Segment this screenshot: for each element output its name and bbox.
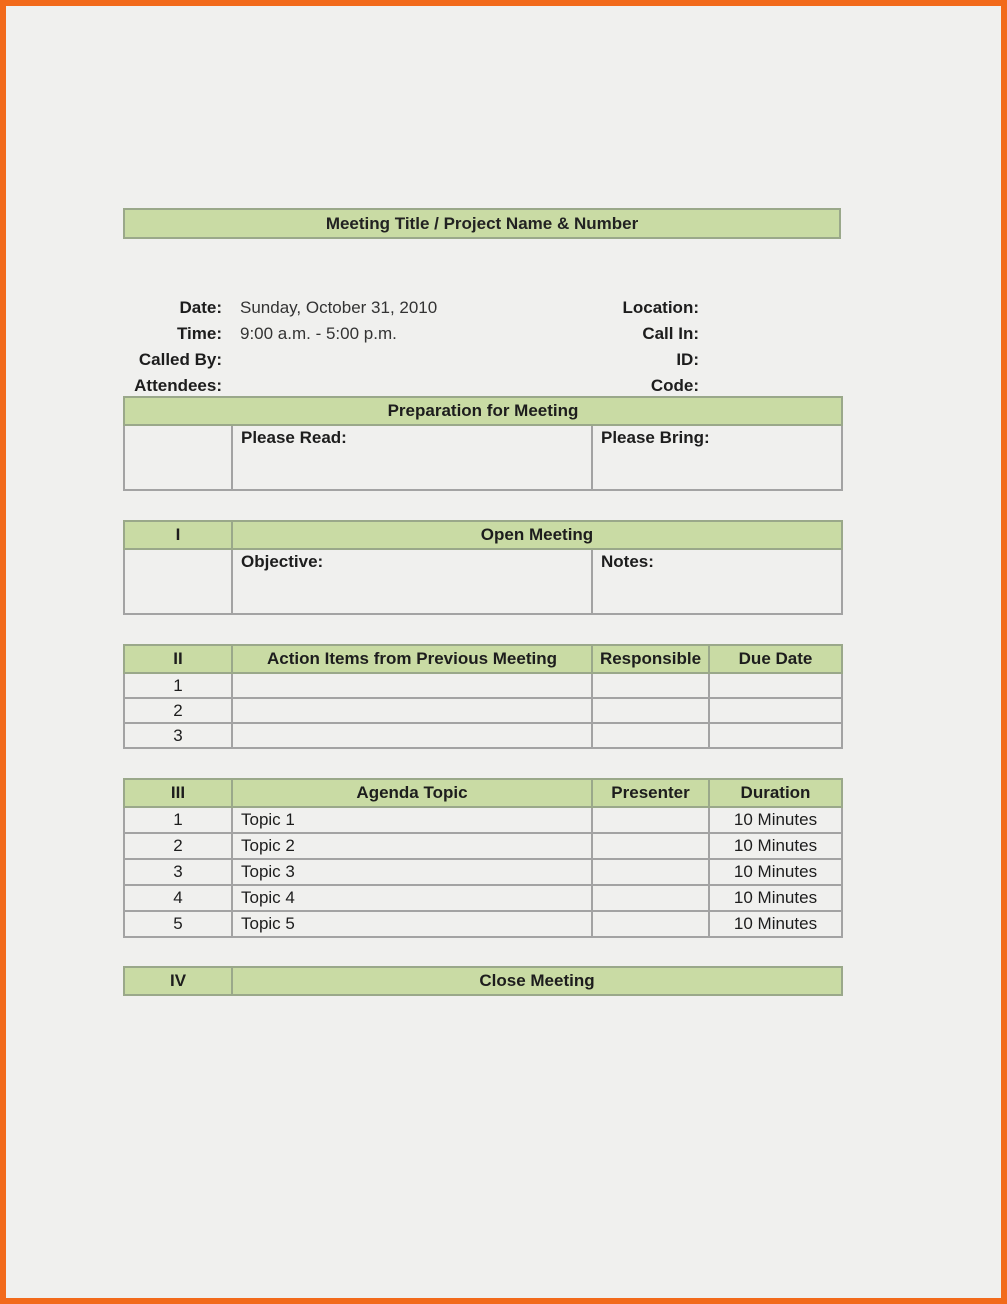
duration-header: Duration bbox=[709, 779, 842, 807]
call-in-label: Call In: bbox=[642, 324, 699, 343]
action-item-cell bbox=[232, 698, 592, 723]
location-label: Location: bbox=[622, 298, 699, 317]
action-items-table bbox=[123, 644, 843, 749]
responsible-header: Responsible bbox=[592, 645, 709, 673]
row-number: 3 bbox=[124, 723, 232, 748]
open-meeting-header: Open Meeting bbox=[232, 521, 842, 549]
due-date-cell bbox=[709, 723, 842, 748]
row-number: 1 bbox=[124, 807, 232, 833]
code-label: Code: bbox=[650, 376, 699, 395]
presenter-cell bbox=[592, 807, 709, 833]
section-numeral-iii: III bbox=[124, 779, 232, 807]
meeting-title-bar: Meeting Title / Project Name & Number bbox=[123, 208, 841, 239]
date-value: Sunday, October 31, 2010 bbox=[240, 298, 438, 317]
duration-cell: 10 Minutes bbox=[709, 807, 842, 833]
duration-cell: 10 Minutes bbox=[709, 859, 842, 885]
agenda-topic-header: Agenda Topic bbox=[232, 779, 592, 807]
open-meeting-table bbox=[123, 520, 843, 615]
called-by-label: Called By: bbox=[138, 350, 222, 369]
agenda-table bbox=[123, 778, 843, 938]
presenter-cell bbox=[592, 859, 709, 885]
table-row bbox=[124, 698, 842, 723]
section-numeral-i: I bbox=[124, 521, 232, 549]
due-date-cell bbox=[709, 698, 842, 723]
please-bring-cell: Please Bring: bbox=[592, 425, 842, 490]
topic-cell: Topic 5 bbox=[232, 911, 592, 937]
row-number: 2 bbox=[124, 698, 232, 723]
table-row bbox=[124, 885, 842, 911]
row-number: 3 bbox=[124, 859, 232, 885]
section-numeral-iv: IV bbox=[124, 967, 232, 995]
topic-cell: Topic 4 bbox=[232, 885, 592, 911]
topic-cell: Topic 2 bbox=[232, 833, 592, 859]
open-meeting-blank-cell bbox=[124, 549, 232, 614]
preparation-blank-cell bbox=[124, 425, 232, 490]
topic-cell: Topic 1 bbox=[232, 807, 592, 833]
table-row bbox=[124, 673, 842, 698]
action-item-cell bbox=[232, 723, 592, 748]
responsible-cell bbox=[592, 723, 709, 748]
due-date-header: Due Date bbox=[709, 645, 842, 673]
responsible-cell bbox=[592, 698, 709, 723]
preparation-header: Preparation for Meeting bbox=[124, 397, 842, 425]
responsible-cell bbox=[592, 673, 709, 698]
table-row bbox=[124, 859, 842, 885]
duration-cell: 10 Minutes bbox=[709, 885, 842, 911]
notes-cell: Notes: bbox=[592, 549, 842, 614]
row-number: 4 bbox=[124, 885, 232, 911]
presenter-cell bbox=[592, 885, 709, 911]
row-number: 2 bbox=[124, 833, 232, 859]
table-row bbox=[124, 807, 842, 833]
duration-cell: 10 Minutes bbox=[709, 833, 842, 859]
meeting-info bbox=[123, 239, 841, 396]
time-label: Time: bbox=[176, 324, 222, 343]
date-label: Date: bbox=[179, 298, 222, 317]
table-row bbox=[124, 911, 842, 937]
action-item-cell bbox=[232, 673, 592, 698]
meeting-agenda-document bbox=[123, 208, 841, 996]
table-row bbox=[124, 723, 842, 748]
time-value: 9:00 a.m. - 5:00 p.m. bbox=[240, 324, 397, 343]
table-row bbox=[124, 833, 842, 859]
close-meeting-table bbox=[123, 966, 843, 996]
please-read-cell: Please Read: bbox=[232, 425, 592, 490]
close-meeting-header: Close Meeting bbox=[232, 967, 842, 995]
presenter-cell bbox=[592, 911, 709, 937]
action-items-header: Action Items from Previous Meeting bbox=[232, 645, 592, 673]
attendees-label: Attendees: bbox=[134, 376, 222, 395]
row-number: 1 bbox=[124, 673, 232, 698]
id-label: ID: bbox=[676, 350, 699, 369]
presenter-cell bbox=[592, 833, 709, 859]
duration-cell: 10 Minutes bbox=[709, 911, 842, 937]
preparation-table bbox=[123, 396, 843, 491]
topic-cell: Topic 3 bbox=[232, 859, 592, 885]
objective-cell: Objective: bbox=[232, 549, 592, 614]
section-numeral-ii: II bbox=[124, 645, 232, 673]
presenter-header: Presenter bbox=[592, 779, 709, 807]
row-number: 5 bbox=[124, 911, 232, 937]
due-date-cell bbox=[709, 673, 842, 698]
